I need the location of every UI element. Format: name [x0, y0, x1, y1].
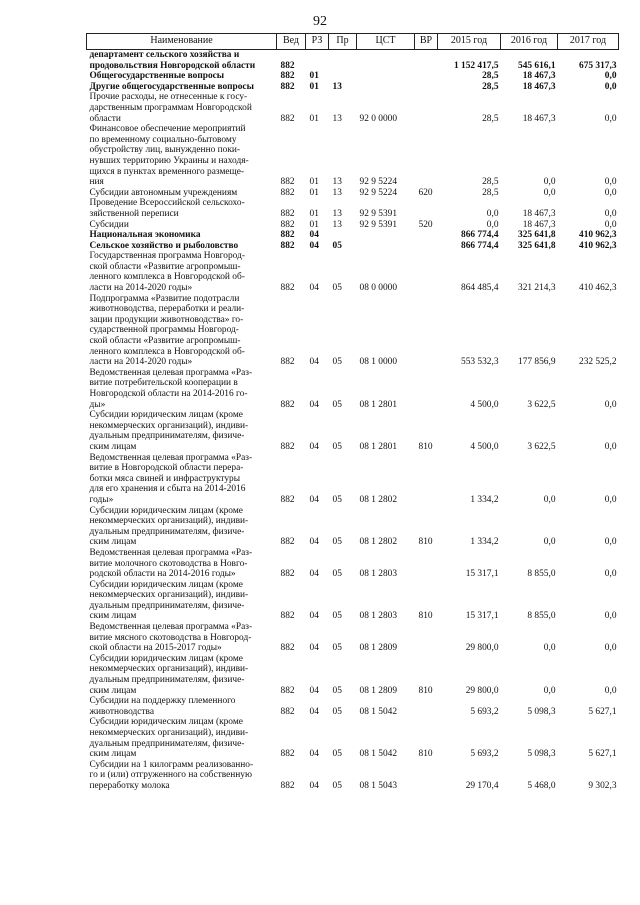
- row-2015: 4 500,0: [470, 441, 499, 452]
- row-pr: [329, 71, 357, 82]
- row-pr: 05: [332, 685, 342, 696]
- row-pr: [329, 50, 357, 72]
- row-2016: 325 641,8: [518, 230, 556, 241]
- row-ved: 882: [280, 494, 295, 505]
- row-ved: 882: [280, 219, 295, 230]
- row-name: [87, 410, 277, 452]
- row-name: [87, 251, 277, 293]
- header-vr: ВР: [415, 34, 438, 50]
- row-2017: 675 317,3: [579, 60, 617, 71]
- row-cst: [357, 241, 415, 252]
- row-name: [87, 71, 277, 82]
- table-row: [87, 82, 619, 93]
- row-rz: 04: [309, 569, 319, 580]
- row-cst: 08 1 2802: [359, 537, 397, 548]
- row-2017: 0,0: [604, 208, 617, 219]
- page-number: 92: [313, 14, 327, 29]
- row-pr: 05: [332, 611, 342, 622]
- row-name: [87, 760, 277, 792]
- row-name-text: Ведомственная целевая программа «Раз- витие потребительской кооперации в Новгородской области на 2014-2016 го- ды»: [89, 367, 253, 410]
- table-row: [87, 188, 619, 199]
- row-cst: 08 1 2801: [359, 399, 397, 410]
- row-2016: 321 214,3: [518, 283, 556, 294]
- row-rz: 01: [309, 177, 319, 188]
- row-2017: 5 627,1: [588, 706, 617, 717]
- row-name: [87, 198, 277, 219]
- row-2017: 0,0: [604, 81, 617, 92]
- row-ved: 882: [280, 177, 295, 188]
- row-name-text: Государственная программа Новгород- ской области «Развитие агропромыш- ленного комплекса в Новгородской об- ласти на 2014-2020 годы»: [89, 251, 245, 294]
- row-rz: 01: [309, 187, 319, 198]
- row-cst: 92 9 5224: [359, 187, 397, 198]
- row-name: [87, 654, 277, 696]
- row-vr: [415, 124, 438, 188]
- row-rz: 04: [309, 643, 319, 654]
- row-rz: 04: [309, 399, 319, 410]
- row-ved: 882: [280, 611, 295, 622]
- row-2015: 5 693,2: [470, 706, 499, 717]
- row-cst: 08 1 5043: [359, 780, 397, 791]
- row-cst: 08 1 0000: [359, 357, 397, 368]
- row-name: [87, 580, 277, 622]
- row-name-text: Национальная экономика: [89, 230, 201, 241]
- row-name-text: Субсидии на 1 килограмм реализованно- го и (или) отгруженного на собственную переработку молока: [89, 759, 254, 791]
- row-2015: 4 500,0: [470, 399, 499, 410]
- table-row: [87, 696, 619, 717]
- row-name: [87, 294, 277, 368]
- row-2015: 866 774,4: [461, 240, 499, 251]
- table-row: [87, 580, 619, 622]
- row-vr: [415, 696, 438, 717]
- table-row: [87, 654, 619, 696]
- row-pr: 05: [332, 749, 342, 760]
- table-row: [87, 410, 619, 452]
- row-2015: 28,5: [482, 71, 499, 82]
- table-row: [87, 198, 619, 219]
- table-row: [87, 717, 619, 759]
- row-vr: [415, 241, 438, 252]
- table-row: [87, 251, 619, 293]
- row-name: [87, 717, 277, 759]
- header-2017: 2017 год: [558, 34, 619, 50]
- row-name-text: Прочие расходы, не отнесенные к госу- дарственным программам Новгородской области: [89, 92, 252, 124]
- row-2017: 410 462,3: [579, 283, 617, 294]
- table-row: [87, 760, 619, 792]
- row-ved: 882: [280, 537, 295, 548]
- row-pr: 13: [332, 219, 342, 230]
- row-name-text: Ведомственная целевая программа «Раз- витие мясного скотоводства в Новгород- ской области на 2015-2017 годы»: [89, 622, 253, 654]
- row-2016: 5 468,0: [527, 780, 556, 791]
- row-vr: [415, 294, 438, 368]
- row-2015: 0,0: [486, 208, 499, 219]
- row-name: [87, 368, 277, 410]
- row-rz: 04: [309, 240, 319, 251]
- row-2017: 0,0: [604, 187, 617, 198]
- row-pr: 05: [332, 643, 342, 654]
- row-2016: 545 616,1: [518, 60, 556, 71]
- row-name-text: Субсидии юридическим лицам (кроме некоммерческих организаций), индиви- дуальным предпринимателям, физиче- ским лицам: [89, 717, 249, 760]
- header-2016: 2016 год: [501, 34, 558, 50]
- row-cst: [357, 71, 415, 82]
- row-2017: 232 525,2: [579, 357, 617, 368]
- row-cst: 08 1 2803: [359, 569, 397, 580]
- row-name: [87, 548, 277, 580]
- row-vr: [415, 92, 438, 124]
- row-name: [87, 92, 277, 124]
- row-name: [87, 220, 277, 231]
- row-ved: 882: [280, 71, 295, 82]
- row-rz: 04: [309, 685, 319, 696]
- row-rz: 04: [309, 357, 319, 368]
- row-name: [87, 622, 277, 654]
- row-2017: 0,0: [604, 399, 617, 410]
- row-name-text: Субсидии юридическим лицам (кроме некоммерческих организаций), индиви- дуальным предпринимателям, физиче- ским лицам: [89, 505, 249, 548]
- row-2017: 0,0: [604, 611, 617, 622]
- row-pr: 13: [332, 81, 342, 92]
- row-ved: 882: [280, 113, 295, 124]
- table-row: [87, 220, 619, 231]
- row-ved: 882: [280, 441, 295, 452]
- table-row: [87, 548, 619, 580]
- row-name-text: Субсидии автономным учреждениям: [89, 187, 238, 198]
- table-body: [87, 50, 619, 792]
- row-cst: 92 9 5391: [359, 208, 397, 219]
- table-row: [87, 294, 619, 368]
- row-ved: 882: [280, 240, 295, 251]
- row-2017: 410 962,3: [579, 240, 617, 251]
- row-cst: 08 1 5042: [359, 749, 397, 760]
- row-rz: 01: [309, 81, 319, 92]
- table-row: [87, 241, 619, 252]
- row-pr: 13: [332, 208, 342, 219]
- row-name: [87, 506, 277, 548]
- row-ved: 882: [280, 569, 295, 580]
- row-2016: 3 622,5: [527, 441, 556, 452]
- row-2016: 0,0: [543, 685, 556, 696]
- row-rz: [306, 50, 329, 72]
- row-cst: 08 1 2803: [359, 611, 397, 622]
- row-2016: 0,0: [543, 537, 556, 548]
- row-vr: [415, 453, 438, 506]
- table-row: [87, 124, 619, 188]
- row-name: [87, 453, 277, 506]
- header-rz: РЗ: [306, 34, 329, 50]
- row-2016: 18 467,3: [522, 208, 556, 219]
- row-2015: 29 170,4: [465, 780, 499, 791]
- row-cst: 08 1 2801: [359, 441, 397, 452]
- table-row: [87, 50, 619, 72]
- table-row: [87, 453, 619, 506]
- row-name: [87, 241, 277, 252]
- row-2015: 28,5: [482, 187, 499, 198]
- table-row: [87, 71, 619, 82]
- row-rz: 04: [309, 706, 319, 717]
- table-row: [87, 368, 619, 410]
- row-vr: [415, 71, 438, 82]
- row-ved: 882: [280, 283, 295, 294]
- header-name: Наименование: [87, 34, 277, 50]
- row-rz: 04: [309, 441, 319, 452]
- row-2015: 29 800,0: [465, 643, 499, 654]
- row-cst: 92 9 5391: [359, 219, 397, 230]
- row-name: [87, 230, 277, 241]
- row-2017: 0,0: [604, 441, 617, 452]
- row-cst: 08 1 2809: [359, 643, 397, 654]
- row-ved: 882: [280, 208, 295, 219]
- row-cst: 08 1 2809: [359, 685, 397, 696]
- table-row: [87, 92, 619, 124]
- row-2016: 18 467,3: [522, 81, 556, 92]
- row-vr: [415, 230, 438, 241]
- row-rz: 04: [309, 537, 319, 548]
- row-vr: [415, 622, 438, 654]
- row-2017: 9 302,3: [588, 780, 617, 791]
- row-name-text: Субсидии юридическим лицам (кроме некоммерческих организаций), индиви- дуальным предпринимателям, физиче- ским лицам: [89, 653, 249, 696]
- row-name-text: Субсидии на поддержку племенного животноводства: [89, 696, 236, 717]
- row-rz: 04: [309, 494, 319, 505]
- row-name-text: Проведение Всероссийской сельскохо- зяйственной переписи: [89, 198, 245, 219]
- row-cst: 92 0 0000: [359, 113, 397, 124]
- row-name-text: Финансовое обеспечение мероприятий по временному социально-бытовому обустройству лиц, вынужденно поки- нувших территорию Украины и находя- щихся в пунктах временного размеще- ния: [89, 124, 249, 188]
- row-vr: 810: [418, 611, 433, 622]
- row-2016: 18 467,3: [522, 71, 556, 82]
- row-pr: 05: [332, 441, 342, 452]
- row-2016: 8 855,0: [527, 569, 556, 580]
- row-2016: 177 856,9: [518, 357, 556, 368]
- row-ved: 882: [280, 187, 295, 198]
- row-pr: 05: [332, 537, 342, 548]
- row-pr: 05: [332, 240, 342, 251]
- row-vr: [415, 760, 438, 792]
- row-pr: 05: [332, 706, 342, 717]
- row-pr: 05: [332, 399, 342, 410]
- row-2015: 866 774,4: [461, 230, 499, 241]
- row-name-text: Ведомственная целевая программа «Раз- витие в Новгородской области перера- ботки мяса свиней и инфраструктуры для его хранения и сбыта на 2014-2016 годы»: [89, 452, 253, 505]
- row-name-text: Подпрограмма «Развитие подотрасли животноводства, переработки и реали- зации продукции животноводства» го- сударственной программы Новгород- ской области «Развитие агропромыш- ленного комплекса в Новгородской об- ласти на 2014-2020 годы»: [89, 293, 245, 368]
- header-cst: ЦСТ: [357, 34, 415, 50]
- row-2017: 0,0: [604, 494, 617, 505]
- row-name-text: Ведомственная целевая программа «Раз- витие молочного скотоводства в Новго- родской области на 2014-2016 годы»: [89, 547, 253, 580]
- row-name: [87, 124, 277, 188]
- row-name: [87, 188, 277, 199]
- row-vr: 810: [418, 685, 433, 696]
- row-2015: 28,5: [482, 177, 499, 188]
- row-2015: 15 317,1: [465, 569, 499, 580]
- table-header-row: [87, 34, 619, 50]
- row-name: [87, 50, 277, 72]
- row-vr: [415, 50, 438, 72]
- row-ved: 882: [280, 643, 295, 654]
- row-vr: [415, 82, 438, 93]
- row-2017: 0,0: [604, 219, 617, 230]
- row-ved: 882: [280, 685, 295, 696]
- row-2015: 29 800,0: [465, 685, 499, 696]
- row-2016: 18 467,3: [522, 113, 556, 124]
- row-2015: 28,5: [482, 113, 499, 124]
- row-ved: 882: [280, 780, 295, 791]
- budget-table: [86, 33, 619, 792]
- row-vr: 520: [418, 219, 433, 230]
- table-row: [87, 622, 619, 654]
- row-pr: 05: [332, 357, 342, 368]
- row-vr: 620: [418, 187, 433, 198]
- row-name-text: Субсидии: [89, 219, 129, 230]
- row-2016: 0,0: [543, 177, 556, 188]
- row-pr: 13: [332, 187, 342, 198]
- row-2015: 1 152 417,5: [453, 60, 499, 71]
- row-2015: 0,0: [486, 219, 499, 230]
- row-2017: 0,0: [604, 177, 617, 188]
- row-vr: 810: [418, 441, 433, 452]
- row-vr: [415, 548, 438, 580]
- row-2017: 0,0: [604, 537, 617, 548]
- row-vr: 810: [418, 749, 433, 760]
- header-pr: Пр: [329, 34, 357, 50]
- row-ved: 882: [280, 749, 295, 760]
- header-ved: Вед: [277, 34, 306, 50]
- row-2016: 5 098,3: [527, 749, 556, 760]
- row-2015: 553 532,3: [461, 357, 499, 368]
- row-vr: 810: [418, 537, 433, 548]
- row-rz: 01: [309, 208, 319, 219]
- row-pr: 13: [332, 113, 342, 124]
- row-cst: 08 0 0000: [359, 283, 397, 294]
- row-2015: 864 485,4: [461, 283, 499, 294]
- row-name-text: Субсидии юридическим лицам (кроме некоммерческих организаций), индиви- дуальным предпринимателям, физиче- ским лицам: [89, 579, 249, 622]
- row-2016: 5 098,3: [527, 706, 556, 717]
- row-2017: 0,0: [604, 113, 617, 124]
- row-cst: [357, 82, 415, 93]
- row-rz: 04: [309, 230, 319, 241]
- table-row: [87, 506, 619, 548]
- row-pr: 05: [332, 569, 342, 580]
- row-name-text: Субсидии юридическим лицам (кроме некоммерческих организаций), индиви- дуальным предпринимателям, физиче- ским лицам: [89, 410, 249, 452]
- row-2016: 0,0: [543, 187, 556, 198]
- row-pr: 05: [332, 494, 342, 505]
- row-2015: 15 317,1: [465, 611, 499, 622]
- row-rz: 01: [309, 219, 319, 230]
- row-cst: 08 1 5042: [359, 706, 397, 717]
- row-2017: 0,0: [604, 643, 617, 654]
- row-ved: 882: [280, 81, 295, 92]
- row-2015: 1 334,2: [470, 537, 499, 548]
- row-rz: 04: [309, 780, 319, 791]
- row-2017: 0,0: [604, 685, 617, 696]
- row-2015: 28,5: [482, 81, 499, 92]
- row-pr: [329, 230, 357, 241]
- row-rz: 04: [309, 283, 319, 294]
- table-row: [87, 230, 619, 241]
- row-vr: [415, 251, 438, 293]
- row-cst: [357, 50, 415, 72]
- row-2015: 5 693,2: [470, 749, 499, 760]
- row-name-text: Общегосударственные вопросы: [89, 71, 225, 82]
- row-2017: 5 627,1: [588, 749, 617, 760]
- row-name: [87, 82, 277, 93]
- row-name: [87, 696, 277, 717]
- row-2015: 1 334,2: [470, 494, 499, 505]
- row-rz: 01: [309, 113, 319, 124]
- row-2016: 0,0: [543, 643, 556, 654]
- row-rz: 01: [309, 71, 319, 82]
- row-pr: 05: [332, 283, 342, 294]
- row-rz: 04: [309, 749, 319, 760]
- row-name-text: Сельское хозяйство и рыболовство: [89, 240, 239, 251]
- row-vr: [415, 368, 438, 410]
- row-2017: 410 962,3: [579, 230, 617, 241]
- row-ved: 882: [280, 230, 295, 241]
- row-2016: 8 855,0: [527, 611, 556, 622]
- row-rz: 04: [309, 611, 319, 622]
- row-2016: 18 467,3: [522, 219, 556, 230]
- row-cst: 08 1 2802: [359, 494, 397, 505]
- row-pr: 13: [332, 177, 342, 188]
- header-2015: 2015 год: [438, 34, 501, 50]
- row-pr: 05: [332, 780, 342, 791]
- row-2016: 0,0: [543, 494, 556, 505]
- row-2017: 0,0: [604, 569, 617, 580]
- row-2017: 0,0: [604, 71, 617, 82]
- row-ved: 882: [280, 706, 295, 717]
- row-name-text: департамент сельского хозяйства и продовольствия Новгородской области: [89, 50, 256, 71]
- row-2016: 325 641,8: [518, 240, 556, 251]
- row-vr: [415, 198, 438, 219]
- row-ved: 882: [280, 60, 295, 71]
- row-cst: [357, 230, 415, 241]
- row-ved: 882: [280, 357, 295, 368]
- row-2016: 3 622,5: [527, 399, 556, 410]
- row-name-text: Другие общегосударственные вопросы: [89, 81, 254, 92]
- row-cst: 92 9 5224: [359, 177, 397, 188]
- row-ved: 882: [280, 399, 295, 410]
